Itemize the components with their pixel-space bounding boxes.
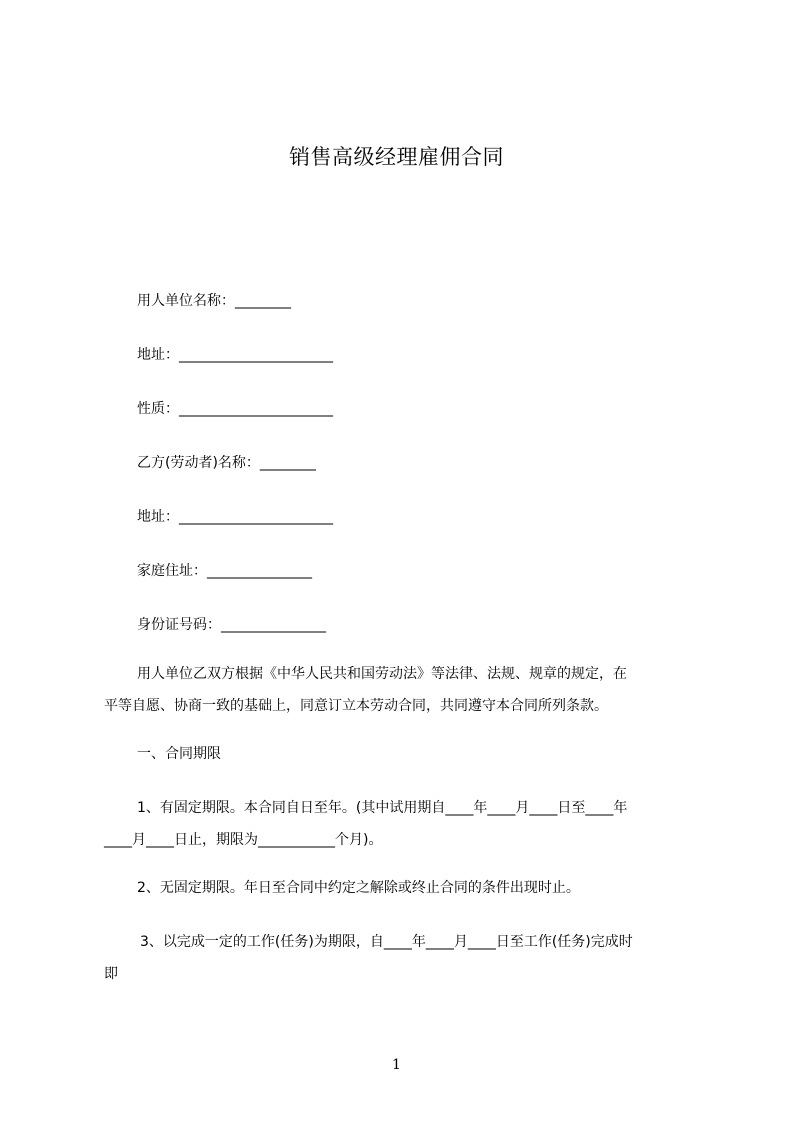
field-employer-address: 地址：______________________ [137,347,333,363]
clause-fixed-term [104,798,704,862]
field-home-address: 家庭住址：_______________ [137,563,312,579]
clause-task-term [104,932,704,996]
clause3-line-1: 3、以完成一定的工作(任务)为期限，自____年____月____日至工作(任务)完成时 [140,934,633,950]
field-employee-address: 地址：______________________ [137,509,333,525]
clause3-line-2: 即 [104,966,118,982]
intro-line-1: 用人单位乙双方根据《中华人民共和国劳动法》等法律、法规、规章的规定，在 [137,666,627,682]
field-employer-nature: 性质：______________________ [137,401,333,417]
section-heading-term: 一、合同期限 [137,746,221,762]
intro-paragraph [104,664,704,728]
clause1-line-1: 1、有固定期限。本合同自日至年。(其中试用期自____年____月____日至____年 [137,800,628,816]
intro-line-2: 平等自愿、协商一致的基础上，同意订立本劳动合同，共同遵守本合同所列条款。 [104,698,608,714]
clause-open-term [104,878,704,910]
document-title: 销售高级经理雇佣合同 [289,145,504,169]
field-id-number: 身份证号码：_______________ [137,617,326,633]
field-employee-name: 乙方(劳动者)名称：________ [137,455,316,471]
clause1-line-2: ____月____日止，期限为___________个月)。 [104,832,383,848]
field-employer-name: 用人单位名称：________ [137,293,291,309]
clause2-line: 2、无固定期限。年日至合同中约定之解除或终止合同的条件出现时止。 [137,880,580,896]
page-number: 1 [392,1057,401,1073]
